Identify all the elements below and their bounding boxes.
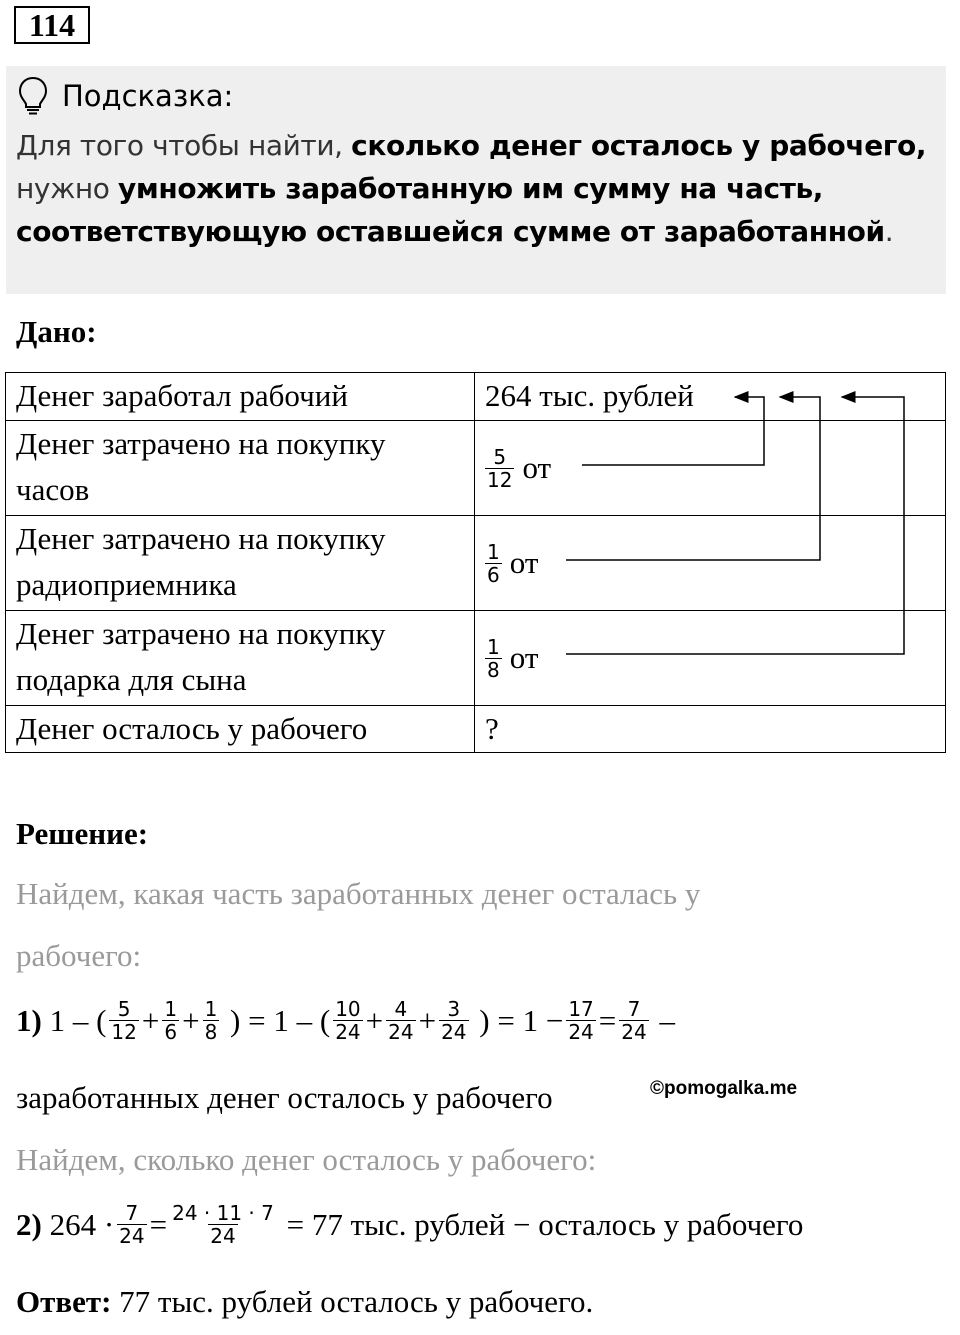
hint-title-text: Подсказка: xyxy=(62,79,234,113)
fraction: $\frac{24 \cdot 11 \cdot 7}{24}$ xyxy=(172,1201,274,1248)
hint-text-part: нужно xyxy=(16,172,119,205)
solution-label: Решение: xyxy=(16,816,149,851)
equals-sign: = xyxy=(598,1002,617,1038)
label-line: Денег затрачено на покупку xyxy=(16,616,386,651)
fraction: $\frac{7}{24}$ xyxy=(621,997,647,1044)
plus-sign: + xyxy=(418,1002,437,1038)
solution-text: Найдем, сколько денег осталось у рабочего: xyxy=(16,1142,597,1177)
fraction: $\frac{17}{24}$ xyxy=(568,997,594,1044)
hint-text-bold: соответствующую оставшейся сумме от заработанной xyxy=(16,215,885,248)
fraction: $\frac{7}{24}$ xyxy=(119,1201,145,1248)
plus-sign: + xyxy=(182,1002,200,1038)
hint-text-part: . xyxy=(884,215,894,248)
arrow-line xyxy=(566,397,820,560)
label-line: Денег затрачено на покупку xyxy=(16,521,386,556)
fraction: $\frac{3}{24}$ xyxy=(441,997,467,1044)
given-cell-value: 264 тыс. рублей xyxy=(475,373,946,421)
given-label: Дано: xyxy=(16,314,97,349)
fraction: $\frac{1}{6}$ xyxy=(487,539,500,587)
of-word: от xyxy=(522,450,552,485)
hint-text-bold: сколько денег осталось у рабочего, xyxy=(351,129,927,162)
equation-step-1 xyxy=(16,998,675,1043)
solution-text: Найдем, какая часть заработанных денег осталась у xyxy=(16,876,701,911)
watermark: ©pomogalka.me xyxy=(650,1078,798,1099)
equation-text: ) = 1 − xyxy=(479,1002,564,1038)
equation-text: 264 · xyxy=(49,1206,115,1242)
arrow-line xyxy=(582,397,764,465)
plus-sign: + xyxy=(141,1002,160,1038)
given-cell-label: Денег осталось у рабочего xyxy=(6,706,475,753)
fraction: $\frac{10}{24}$ xyxy=(335,997,361,1044)
task-number: 114 xyxy=(14,6,90,44)
answer-label: Ответ: xyxy=(16,1284,112,1319)
step-number: 2) xyxy=(16,1206,42,1242)
fraction: $\frac{5}{12}$ xyxy=(487,444,513,492)
fraction: $\frac{1}{6}$ xyxy=(164,997,178,1044)
equals-sign: = xyxy=(149,1206,168,1242)
label-line: Денег затрачено на покупку xyxy=(16,426,386,461)
of-word: от xyxy=(509,545,539,580)
equation-step-2 xyxy=(16,1202,803,1247)
fraction: $\frac{1}{8}$ xyxy=(487,634,500,682)
arrow-line xyxy=(566,397,904,654)
plus-sign: + xyxy=(365,1002,384,1038)
answer-text: 77 тыс. рублей осталось у рабочего. xyxy=(119,1284,594,1319)
solution-text: рабочего: xyxy=(16,938,142,973)
solution-text: заработанных денег осталось у рабочего xyxy=(16,1080,553,1115)
given-cell-value: ? xyxy=(475,706,946,753)
fraction: $\frac{4}{24}$ xyxy=(388,997,414,1044)
of-word: от xyxy=(509,640,539,675)
label-line: подарка для сына xyxy=(16,662,247,697)
hint-text-part: Для того чтобы найти, xyxy=(16,129,352,162)
equation-text: = 77 тыс. рублей − осталось у рабочего xyxy=(286,1206,804,1242)
equation-text: ) = 1 – ( xyxy=(230,1002,331,1038)
label-line: часов xyxy=(16,472,90,507)
fraction: $\frac{1}{8}$ xyxy=(204,997,218,1044)
fraction: $\frac{5}{12}$ xyxy=(111,997,137,1044)
step-number: 1) xyxy=(16,1002,42,1038)
label-line: радиоприемника xyxy=(16,567,237,602)
answer-line xyxy=(16,1284,593,1320)
equation-text: 1 – ( xyxy=(49,1002,107,1038)
dash: – xyxy=(659,1002,675,1038)
hint-text-bold: умножить заработанную им сумму на часть, xyxy=(118,172,824,205)
given-cell-label: Денег заработал рабочий xyxy=(6,373,475,421)
